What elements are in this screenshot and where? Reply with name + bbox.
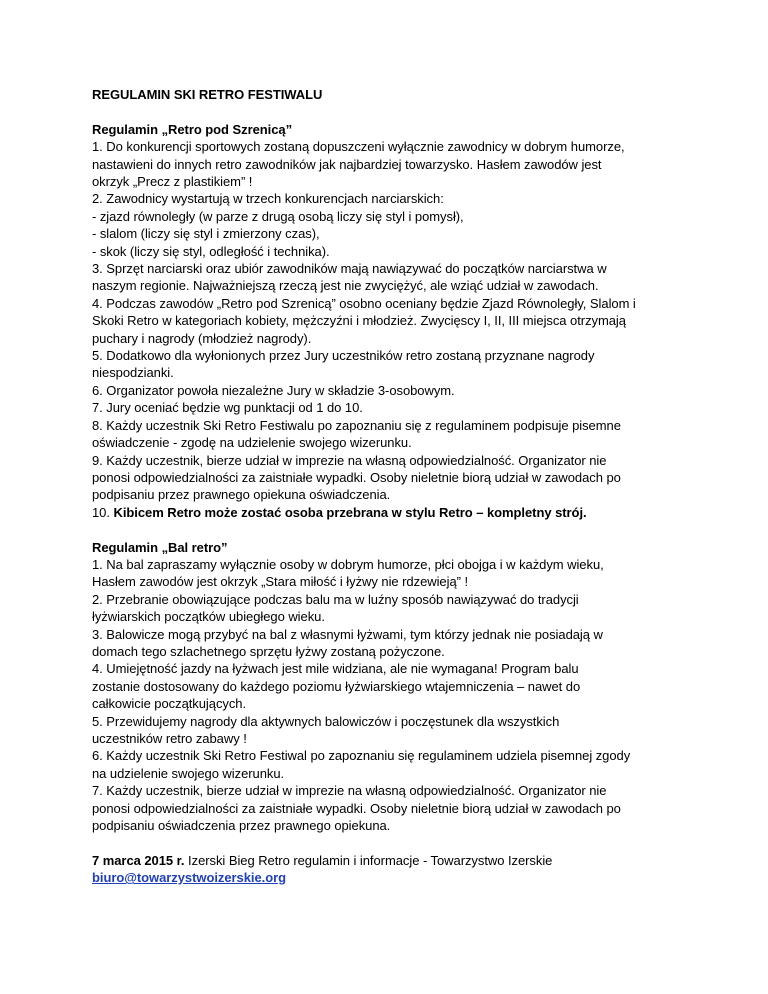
section-line: 9. Każdy uczestnik, bierze udział w imprezie na własną odpowiedzialność. Organizator nie [92,452,607,468]
document-page [92,86,692,887]
section-line: - slalom (liczy się styl i zmierzony czas), [92,226,320,242]
section-line: 6. Organizator powoła niezależne Jury w składzie 3-osobowym. [92,382,455,398]
section-line: naszym regionie. Najważniejszą rzeczą jest nie zwyciężyć, ale wziąć udział w zawodach. [92,278,599,294]
section-heading: Regulamin „Bal retro” [92,539,228,555]
section-line: 5. Przewidujemy nagrody dla aktywnych balowiczów i poczęstunek dla wszystkich [92,713,560,729]
section-line: Skoki Retro w kategoriach kobiety, mężczyźni i młodzież. Zwycięscy I, II, III miejsca otrzymają [92,313,626,329]
section-line: 2. Zawodnicy wystartują w trzech konkurencjach narciarskich: [92,191,444,207]
section-line: 4. Podczas zawodów „Retro pod Szrenicą” osobno oceniany będzie Zjazd Równoległy, Slalom i [92,295,636,311]
document-title: REGULAMIN SKI RETRO FESTIWALU [92,87,323,102]
section-line: zostanie dostosowany do każdego poziomu łyżwiarskiego wtajemniczenia – nawet do [92,678,581,694]
section-line: okrzyk „Precz z plastikiem” ! [92,174,253,190]
email-link[interactable]: biuro@towarzystwoizerskie.org [92,870,286,886]
section-line-last [92,504,692,521]
section-line: 1. Na bal zapraszamy wyłącznie osoby w dobrym humorze, płci obojga i w każdym wieku, [92,556,604,572]
section-line: - zjazd równoległy (w parze z drugą osobą liczy się styl i pomysł), [92,208,464,224]
item-number: 10. [92,504,114,520]
footer-line [92,852,692,869]
section-line: 7. Każdy uczestnik, bierze udział w imprezie na własną odpowiedzialność. Organizator nie [92,783,607,799]
section-line: na udzielenie swojego wizerunku. [92,765,285,781]
section-line: ponosi odpowiedzialności za zaistniałe wypadki. Osoby nieletnie biorą udział w zawodach po [92,469,621,485]
section-line: łyżwiarskich początków ubiegłego wieku. [92,609,325,625]
section-line: domach tego szlachetnego sprzętu łyżwy zostaną pożyczone. [92,643,445,659]
section-line: 3. Sprzęt narciarski oraz ubiór zawodników mają nawiązywać do początków narciarstwa w [92,261,607,277]
section-heading: Regulamin „Retro pod Szrenicą” [92,121,293,137]
section-line: oświadczenie - zgodę na udzielenie swojego wizerunku. [92,435,412,451]
spectator-rule: Kibicem Retro może zostać osoba przebrana w stylu Retro – kompletny strój. [113,504,587,520]
section-line: 5. Dodatkowo dla wyłonionych przez Jury uczestników retro zostaną przyznane nagrody [92,348,595,364]
footer-email-line [92,869,692,886]
section-line: 2. Przebranie obowiązujące podczas balu ma w luźny sposób nawiązywać do tradycji [92,591,579,607]
section-line: nastawieni do innych retro zawodników jak najbardziej towarzysko. Hasłem zawodów jest [92,156,602,172]
section-line: 7. Jury oceniać będzie wg punktacji od 1 do 10. [92,400,363,416]
footer-date: 7 marca 2015 r. [92,852,185,868]
section-line: podpisaniu przez prawnego opiekuna oświadczenia. [92,487,391,503]
section-line: 3. Balowicze mogą przybyć na bal z własnymi łyżwami, tym którzy jednak nie posiadają w [92,626,603,642]
section-bal-retro [92,539,692,835]
section-line: 8. Każdy uczestnik Ski Retro Festiwalu po zapoznaniu się z regulaminem podpisuje pisemne [92,417,621,433]
section-line: podpisaniu oświadczenia przez prawnego opiekuna. [92,818,391,834]
section-line: niespodzianki. [92,365,174,381]
section-line: puchary i nagrody (młodzież nagrody). [92,330,312,346]
footer-text: Izerski Bieg Retro regulamin i informacje - Towarzystwo Izerskie [184,852,553,868]
section-line: 6. Każdy uczestnik Ski Retro Festiwal po zapoznaniu się regulaminem udziela pisemnej zgody [92,748,631,764]
section-line: 1. Do konkurencji sportowych zostaną dopuszczeni wyłącznie zawodnicy w dobrym humorze, [92,139,625,155]
footer [92,852,692,887]
section-line: - skok (liczy się styl, odległość i technika). [92,243,330,259]
section-line: 4. Umiejętność jazdy na łyżwach jest mile widziana, ale nie wymagana! Program balu [92,661,579,677]
section-line: uczestników retro zabawy ! [92,731,247,746]
section-line: całkowicie początkujących. [92,696,247,712]
section-line: Hasłem zawodów jest okrzyk „Stara miłość i łyżwy nie rdzewieją” ! [92,574,469,590]
section-retro-pod-szrenica [92,121,692,521]
section-line: ponosi odpowiedzialności za zaistniałe wypadki. Osoby nieletnie biorą udział w zawodach po [92,800,621,816]
